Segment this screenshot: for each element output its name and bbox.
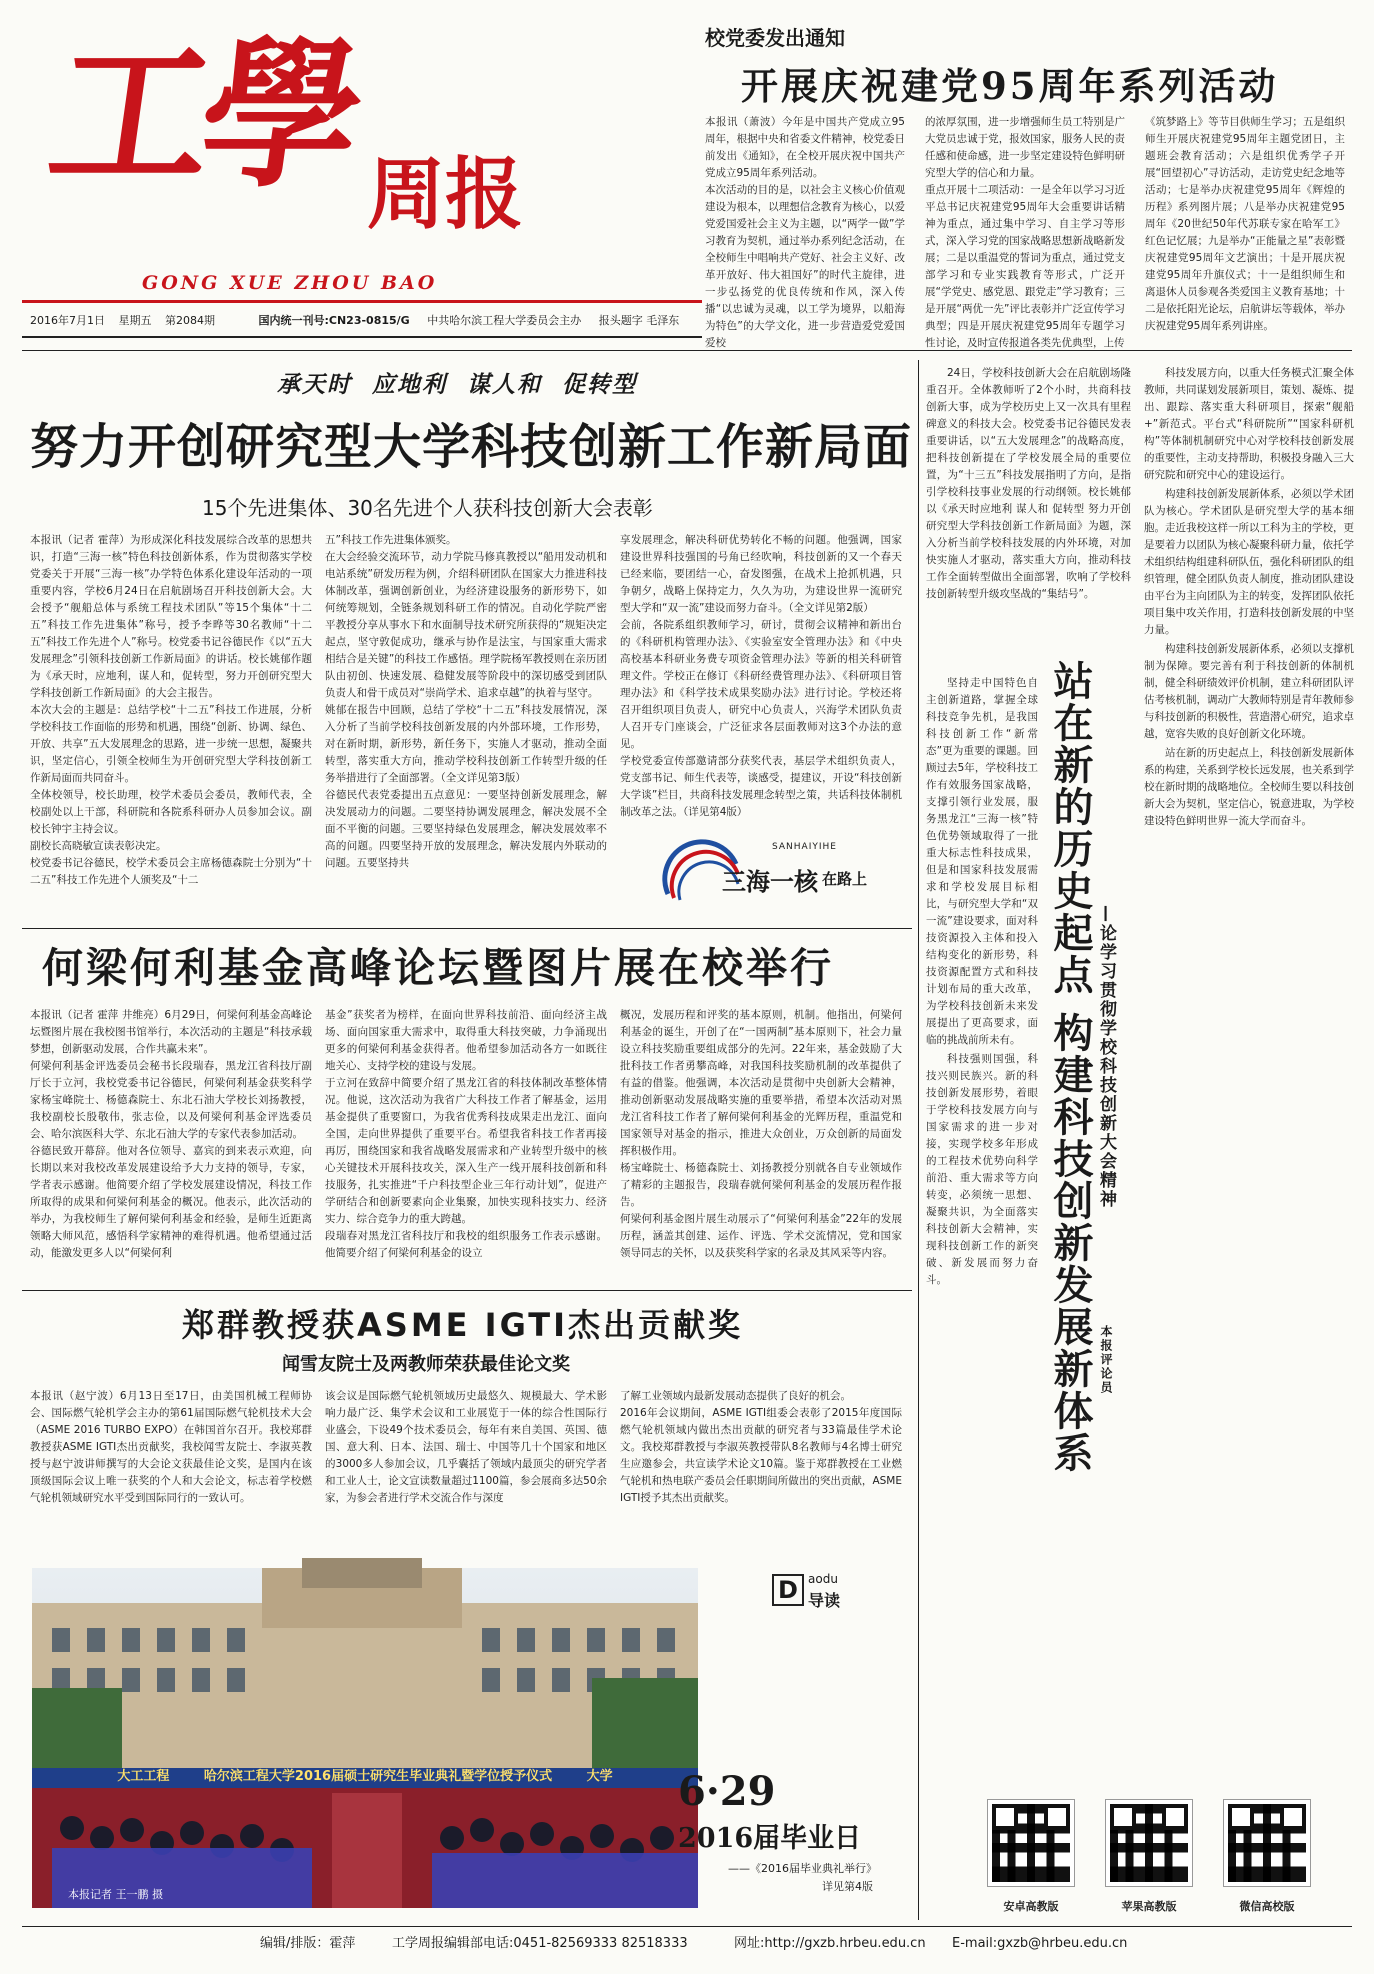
masthead: [22, 10, 702, 340]
sanhai-logo-pinyin: SANHAIYIHE: [772, 842, 837, 852]
guide-caption: ——《2016届毕业典礼举行》: [728, 1862, 877, 1875]
photo-banner-left: 大工工程: [117, 1769, 170, 1784]
award-col-2: 该会议是国际燃气轮机领域历史最悠久、规模最大、学术影响力最广泛、集学术会议和工业展览于一体的综合性国际行业盛会，下设49个技术委员会，每年有来自美国、英国、德国、意大利、日本、法国、瑞士、中国等几十个国家和地区的3000多人参加会议，几乎囊括了领域内最顶尖的研究学者和工业人士，论文宣读数量超过1100篇，参会展商多达50余家，为参会者进行学术交流合作与深度: [325, 1390, 607, 1504]
issue-publisher: 中共哈尔滨工程大学委员会主办: [427, 314, 582, 327]
footer-editor: 编辑/排版：霍萍: [260, 1936, 356, 1951]
guide-box: [678, 1568, 910, 1908]
commentary: [926, 365, 1354, 1805]
top-story-col-3: 《筑梦路上》等节目供师生学习；五是组织师生开展庆祝建党95周年主题党团日，主题班会教育活动；六是组织优秀学子开展“回望初心”寻访活动，走访党史纪念地等活动；七是举办庆祝建党95周年《辉煌的历程》系列图片展；八是举办庆祝建党95周年《20世纪50年代苏联专家在哈军工》红色记忆展；九是举办“正能量之星”表彰暨庆祝建党95周年文艺演出；十是开展庆祝建党95周年升旗仪式；十一是组织师生和离退休人员参观各类爱国主义教育基地；十二是依托阳光论坛，启航讲坛等载体，举办庆祝建党95周年系列讲座。: [1145, 116, 1345, 332]
footer-website[interactable]: 网址:http://gxzb.hrbeu.edu.cn: [734, 1936, 926, 1951]
main-story-col-1: 本报讯（记者 霍萍）为形成深化科技发展综合改革的思想共识，打造“三海一核”特色科技创新体系，作为贯彻落实学校党委关于开展“三海一核”办学特色体系化建设年活动的一项重要内容，学校6月24日在启航剧场召开科技创新大会。大会授予“舰船总体与系统工程技术团队”等15个集体“十二五”科技工作先进集体”称号，授予李晔等30名教师“十二五”科技工作先进个人”称号。校党委书记谷德民作《以“五大发展理念”引领科技创新工作新局面》的讲话。校长姚郁作题为《承天时，应地利，谋人和，促转型，努力开创研究型大学科技创新工作新局面》的大会主报告。 本次大会的主题是：总结学校“十二五”科技工作进展，分析学校科技工作面临的形势和机遇，围绕“创新、协调、绿色、开放、共享”五大发展理念的思路，进一步统一思想，凝聚共识，坚定信心，引领全校师生为开创研究型大学科技创新工作新局面而共同奋斗。 全体校领导，校长助理，校学术委员会委员，教师代表，全校副处以上干部，科研院和各院系科研办人员参加会议。副校长钟宇主持会议。 副校长高晓敏宣读表彰决定。 校党委书记谷德民，校学术委员会主席杨德森院士分别为“十二五”科技工作先进个人颁奖及“十二: [30, 534, 312, 886]
award-headline: 郑群教授获ASME IGTI杰出贡献奖: [182, 1306, 744, 1344]
sanhai-logo-tag: 在路上: [822, 870, 868, 888]
guide-date: 6·29: [678, 1768, 776, 1815]
commentary-para: 科技强则国强，科技兴则民族兴。新的科技创新发展形势，着眼于学校科技发展方向与国家需求的进一步对接，实现学校多年形成的工程技术优势向科学前沿、重大需求等方向转变，必须统一思想、凝聚共识，为全面落实科技创新大会精神，实现科技创新工作的新突破、新发展而努力奋斗。: [926, 1053, 1038, 1286]
commentary-divider: [918, 360, 919, 1920]
footer: [22, 1932, 1352, 1956]
forum-top-rule: [22, 928, 912, 929]
qr-code[interactable]: [988, 1800, 1074, 1886]
main-story: [22, 360, 913, 960]
main-story-col-3: 享发展理念，解决科研优势转化不畅的问题。他强调，国家建设世界科技强国的号角已经吹响，科技创新的又一个春天已经来临，要团结一心，奋发图强，在战术上抢抓机遇，只争朝夕，战略上保持定力，久久为功，为建设世界一流研究型大学和“双一流”建设而努力奋斗。（全文详见第2版） 会前，各院系组织教师学习，研讨，贯彻会议精神和新出台的《科研机构管理办法》、《实验室安全管理办法》和《中央高校基本科研业务费专项资金管理办法》等新的相关科研管理文件。学校正在修订《科研经费管理办法》、《科研项目管理办法》和《科学技术成果奖励办法》进行讨论。学校还将召开组织项目负责人，研究中心负责人，兴海学术团队负责人召开专门座谈会，广泛征求各层面教师对这3个办法的意见。 学校党委宣传部邀请部分获奖代表，基层学术组织负责人，党支部书记、师生代表等，谈感受，提建议，开设“科技创新大学谈”栏目，共商科技发展理念转型之策，共话科技体制机制改革之法。（详见第4版）: [620, 534, 902, 818]
top-story-kicker: 校党委发出通知: [705, 26, 845, 50]
masthead-title-small: 周报: [367, 149, 524, 240]
footer-phone: 工学周报编辑部电话:0451-82569333 82518333: [392, 1936, 688, 1951]
qr-label: 苹果高教版: [1121, 1900, 1177, 1913]
qr-panel: [926, 1800, 1354, 1920]
issue-date: 2016年7月1日: [30, 314, 105, 327]
main-story-subheadline: 15个先进集体、30名先进个人获科技创新大会表彰: [202, 496, 653, 520]
issue-number: 第2084期: [165, 314, 215, 327]
qr-label: 微信高校版: [1239, 1900, 1295, 1913]
commentary-para: 24日，学校科技创新大会在启航剧场隆重召开。全体教师听了2个小时，共商科技创新大事，成为学校历史上又一次具有里程碑意义的科技大会。校党委书记谷德民发表重要讲话，以“五大发展理念”的战略高度，把科技创新提在了学校发展全局的重要位置，为“十三五”科技发展指明了方向，是指引学校科技事业发展的行动纲领。校长姚郁以《承天时应地利 谋人和 促转型 努力开创研究型大学科技创新工作新局面》为题，深入分析当前学校科技发展的内外环境，对加快实施人才驱动，落实重大方向，推动科技工作全面转型做出全面部署，吹响了学校科技创新转型升级攻坚战的“集结号”。: [926, 367, 1131, 600]
commentary-byline: 本报评论员: [1099, 1325, 1113, 1395]
award-col-3: 了解工业领域内最新发展动态提供了良好的机会。 2016年会议期间，ASME IGTI组委会表彰了2015年度国际燃气轮机领域内做出杰出贡献的研究者与33篇最佳学术论文。我校郑群教授与李淑英教授带队8名教师与4名博士研究生应邀参会，共宣读学术论文10篇。鉴于郑群教授在工业燃气轮机和热电联产委员会任职期间所做出的突出贡献，ASME IGTI授予其杰出贡献奖。: [620, 1390, 902, 1504]
forum-story: [22, 935, 912, 1280]
commentary-col-b: [1144, 365, 1354, 1785]
photo-banner: [72, 1766, 658, 1788]
award-subheadline: 闻雪友院士及两教师荣获最佳论文奖: [282, 1354, 570, 1375]
sanhai-logo: [662, 840, 902, 935]
masthead-pinyin: GONG XUE ZHOU BAO: [142, 272, 438, 294]
top-story: [705, 22, 1345, 349]
graduation-photo[interactable]: [32, 1568, 698, 1908]
qr-label: 安卓高教版: [1003, 1900, 1059, 1913]
main-story-col-2: 五”科技工作先进集体颁奖。 在大会经验交流环节，动力学院马修真教授以“船用发动机和电站系统”研发历程为例，介绍科研团队在国家大力推进科技体制改革，强调创新创业，为经济建设服务的新形势下，如何统筹规划，全链条规划科研工作的情况。自动化学院严密平教授分享从事水下和水面制导技术研究所获得的“规矩决定起点，坚守敦促成功，继承与协作是法宝，与国家重大需求相结合是关键”的科技工作感悟。理学院杨军教授则在亲历团队由初创、快速发展、稳健发展等阶段中的深切感受到团队负责人和骨干成员对“崇尚学术、追求卓越”的执着与坚守。 姚郁在报告中回顾，总结了学校“十二五”科技发展情况，深入分析了当前学校科技创新发展的内外部环境，工作形势，对在新时期，新形势，新任务下，实施人才驱动，推动全面转型，落实重大方向，推动学校科技创新工作转型升级的任务举措进行了全面部署。（全文详见第3版） 谷德民代表党委提出五点意见：一要坚持创新发展理念，解决发展动力的问题。二要坚持协调发展理念，解决发展不全面不平衡的问题。三要坚持绿色发展理念，解决发展效率不高的问题。四要坚持开放的发展理念，解决发展内外联动的问题。五要坚持共: [325, 534, 607, 869]
commentary-para: 科技发展方向，以重大任务模式汇聚全体教师，共同谋划发展新项目，策划、凝炼、提出、跟踪、落实重大科研项目，探索“舰船+”新范式。平台式“科研院所”“国家科研机构”等体制机制研究中心对学校科技创新发展的重要性，主动支持帮助，积极投身融入三大研究院和研究中心的建设运行。: [1144, 367, 1354, 481]
issue-weekday: 星期五: [118, 314, 152, 327]
award-top-rule: [22, 1290, 912, 1291]
forum-col-3: 概况，发展历程和评奖的基本原则，机制。他指出，何梁何利基金的诞生，开创了在“一国两制”基本原则下，社会力量设立科技奖励重要组成部分的先河。22年来，基金鼓励了大批科技工作者勇攀高峰，对我国科技奖励机制的改革提供了有益的借鉴。他强调，本次活动是贯彻中央创新大会精神，推动创新驱动发展战略实施的重要举措，希望本次活动对黑龙江省科技工作者了解何梁何利基金的光辉历程，重温党和国家领导对基金的指示，推进大众创业，万众创新的局面发挥积极作用。 杨宝峰院士、杨德森院士、刘扬教授分别就各自专业领域作了精彩的主题报告，段瑞春就何梁何利基金的发展历程作报告。 何梁何利基金图片展生动展示了“何梁何利基金”22年的发展历程，涵盖其创建、运作、评选、学术交流情况，党和国家领导同志的关怀，以及获奖科学家的名录及其风采等内容。: [620, 1009, 902, 1259]
commentary-subtitle: —论学习贯彻学校科技创新大会精神: [1096, 905, 1116, 1209]
guide-label: 导读: [808, 1591, 841, 1610]
award-story: [22, 1296, 912, 1551]
qr-code[interactable]: [1106, 1800, 1192, 1886]
issue-cn: 国内统一刊号:CN23-0815/G: [258, 314, 410, 327]
commentary-col-a-bottom: [926, 675, 1038, 1785]
forum-col-1: 本报讯（记者 霍萍 井维亮）6月29日，何梁何利基金高峰论坛暨图片展在我校图书馆举行，本次活动的主题是“科技承载梦想，创新驱动发展，合作共赢未来”。 何梁何利基金评选委员会秘书长段瑞春，黑龙江省科技厅副厅长于立河，我校党委书记谷德民，何梁何利基金获奖科学家杨宝峰院士、杨德森院士、东北石油大学校长刘扬教授，我校副校长殷敬伟，张志俭，以及何梁何利基金评选委员会、哈尔滨医科大学、东北石油大学的专家代表参加活动。 谷德民致开幕辞。他对各位领导、嘉宾的到来表示欢迎，向长期以来对我校改革发展建设给予大力支持的领导，专家，学者表示感谢。他简要介绍了学校发展建设情况，科技工作所取得的成果和何梁何利基金的概况。他表示，此次活动的举办，为我校师生了解何梁何利基金和经验，是师生近距离领略大师风范，感悟科学家精神的难得机遇。他希望通过活动，能激发更多人以“何梁何利: [30, 1009, 312, 1259]
photo-banner-text: 哈尔滨工程大学2016届硕士研究生毕业典礼暨学位授予仪式: [203, 1769, 553, 1784]
main-story-headline: 努力开创研究型大学科技创新工作新局面: [30, 419, 913, 475]
forum-col-2: 基金”获奖者为榜样，在面向世界科技前沿、面向经济主战场、面向国家重大需求中，取得重大科技突破，力争涌现出更多的何梁何利基金获得者。他希望参加活动各方一如既往地关心、支持学校的建设与发展。 于立河在致辞中简要介绍了黑龙江省的科技体制改革整体情况。他说，这次活动为我省广大科技工作者了解基金，运用基金提供了重要窗口，为我省优秀科技成果走出龙江、面向全国，走向世界提供了重要平台。希望我省科技工作者再接再厉，围绕国家和我省战略发展需求和产业转型升级中的核心关键技术开展科技攻关，深入生产一线开展科技创新和科技服务，扎实推进“千户科技型企业三年行动计划”，促进产学研结合和创新要素向企业集聚，加快实现科技实力、经济实力、综合竞争力的重大跨越。 段瑞春对黑龙江省科技厅和我校的组织服务工作表示感谢。他简要介绍了何梁何利基金的设立: [325, 1009, 607, 1259]
commentary-para: 站在新的历史起点上，科技创新发展新体系的构建，关系到学校长远发展，也关系到学校在新时期的战略地位。全校师生要以科技创新大会为契机，坚定信心，锐意进取，为学校建设特色鲜明世界一流大学而奋斗。: [1144, 747, 1354, 827]
guide-pinyin: aodu: [808, 1572, 838, 1586]
issue-calligraphy: 报头题字 毛泽东: [598, 314, 680, 327]
commentary-col-a-top: [926, 365, 1131, 665]
guide-letter: D: [772, 1574, 804, 1606]
masthead-title-big: 工學: [38, 21, 366, 209]
photo-credit: 本报记者 王一鹏 摄: [68, 1888, 163, 1901]
footer-rule: [22, 1926, 1352, 1927]
sanhai-logo-slogan: 三海一核: [722, 867, 818, 896]
photo-banner-right: 大学: [586, 1769, 613, 1784]
commentary-title: 站在新的历史起点 构建科技创新发展新体系: [1047, 660, 1094, 1474]
top-story-col-2: 的浓厚氛围，进一步增强师生员工特别是广大党员忠诚于党，报效国家，服务人民的责任感和使命感，进一步坚定建设特色鲜明研究型大学的信心和力量。 重点开展十二项活动：一是全年以学习习近平总书记庆祝建党95周年大会重要讲话精神为重点，通过集中学习、自主学习等形式，深入学习党的国家战略思想新战略新发展；二是以重温党的誓词为重点，通过党支部学习和专业实践教育等形式，广泛开展“学党史、感党恩、跟党走”学习教育；三是开展“两优一先”评比表彰并广泛宣传学习典型；四是开展庆祝建党95周年专题学习性讨论，及时宣传报道各类先优典型，上传: [925, 116, 1125, 349]
award-col-1: 本报讯（赵宁波）6月13日至17日，由美国机械工程师协会、国际燃气轮机学会主办的第61届国际燃气轮机技术大会（ASME 2016 TURBO EXPO）在韩国首尔召开。我校郑群教授获ASME IGTI杰出贡献奖，我校闻雪友院士、李淑英教授与赵宁波讲师撰写的大会论文获最佳论文奖，是国内在该顶级国际会议上唯一获奖的个人和大会论文，标志着学校燃气轮机领域研究水平受到国际同行的一致认可。: [30, 1390, 312, 1504]
qr-code[interactable]: [1224, 1800, 1310, 1886]
commentary-para: 坚持走中国特色自主创新道路，掌握全球科技竞争先机，是我国科技创新工作“新常态”更为重要的课题。回顾过去5年，学校科技工作有效服务国家战略，支撑引领行业发展，服务黑龙江“三海一核”特色优势领域取得了一批重大标志性科技成果，但是和国家科技发展需求和学校发展目标相比，与研究型大学和“双一流”建设要求，面对科技资源投入主体和投入结构变化的新形势，科技资源配置方式和科技计划布局的重大改革，为学校科技创新未来发展提出了更高要求，面临的挑战前所未有。: [926, 677, 1038, 1046]
main-story-slogan: 承天时 应地利 谋人和 促转型: [277, 371, 638, 398]
guide-title: 2016届毕业日: [678, 1823, 862, 1854]
guide-caption-page: 详见第4版: [822, 1880, 873, 1893]
commentary-para: 构建科技创新发展新体系，必须以支撑机制为保障。要完善有利于科技创新的体制机制，健全科研绩效评价机制，建立科研团队评估考核机制，调动广大教师特别是青年教师参与科技创新的积极性，营造潜心研究，追求卓越，宽容失败的良好创新文化环境。: [1144, 643, 1354, 740]
footer-email[interactable]: E-mail:gxzb@hrbeu.edu.cn: [952, 1936, 1128, 1951]
top-story-col-1: 本报讯（萧波）今年是中国共产党成立95周年，根据中央和省委文件精神，校党委日前发出《通知》，在全校开展庆祝中国共产党成立95周年系列活动。 本次活动的目的是，以社会主义核心价值观建设为根本，以理想信念教育为核心，以爱党爱国爱社会主义为主题，以“两学一做”学习教育为契机，通过举办系列纪念活动，在全校师生中唱响共产党好、社会主义好、改革开放好、伟大祖国好”的时代主旋律，进一步弘扬党的优良传统和作风，深入传播“以忠诚为灵魂，以工学为境界，以船海为特色”的大学文化，进一步营造爱党爱国爱校: [705, 116, 905, 349]
masthead-info-bar: [22, 310, 702, 332]
masthead-rule: [22, 300, 702, 303]
commentary-para: 构建科技创新发展新体系，必须以学术团队为核心。学术团队是研究型大学的基本细胞。走近我校这样一所以工科为主的学校，更是要着力以团队为核心凝聚科研力量，依托学术组织结构组建科研队伍，强化科研团队的组织管理，健全团队负责人制度，推动团队建设由平台为主向团队为主的转变，发挥团队依托项目集中攻关作用，打造科技创新发展的中坚力量。: [1144, 488, 1354, 636]
masthead-bottom-rule: [22, 336, 702, 338]
graduation-photo-art: [32, 1568, 698, 1908]
top-band-rule: [22, 350, 1352, 351]
top-story-headline: 开展庆祝建党95周年系列活动: [741, 64, 1279, 108]
forum-headline: 何梁何利基金高峰论坛暨图片展在校举行: [42, 944, 834, 992]
